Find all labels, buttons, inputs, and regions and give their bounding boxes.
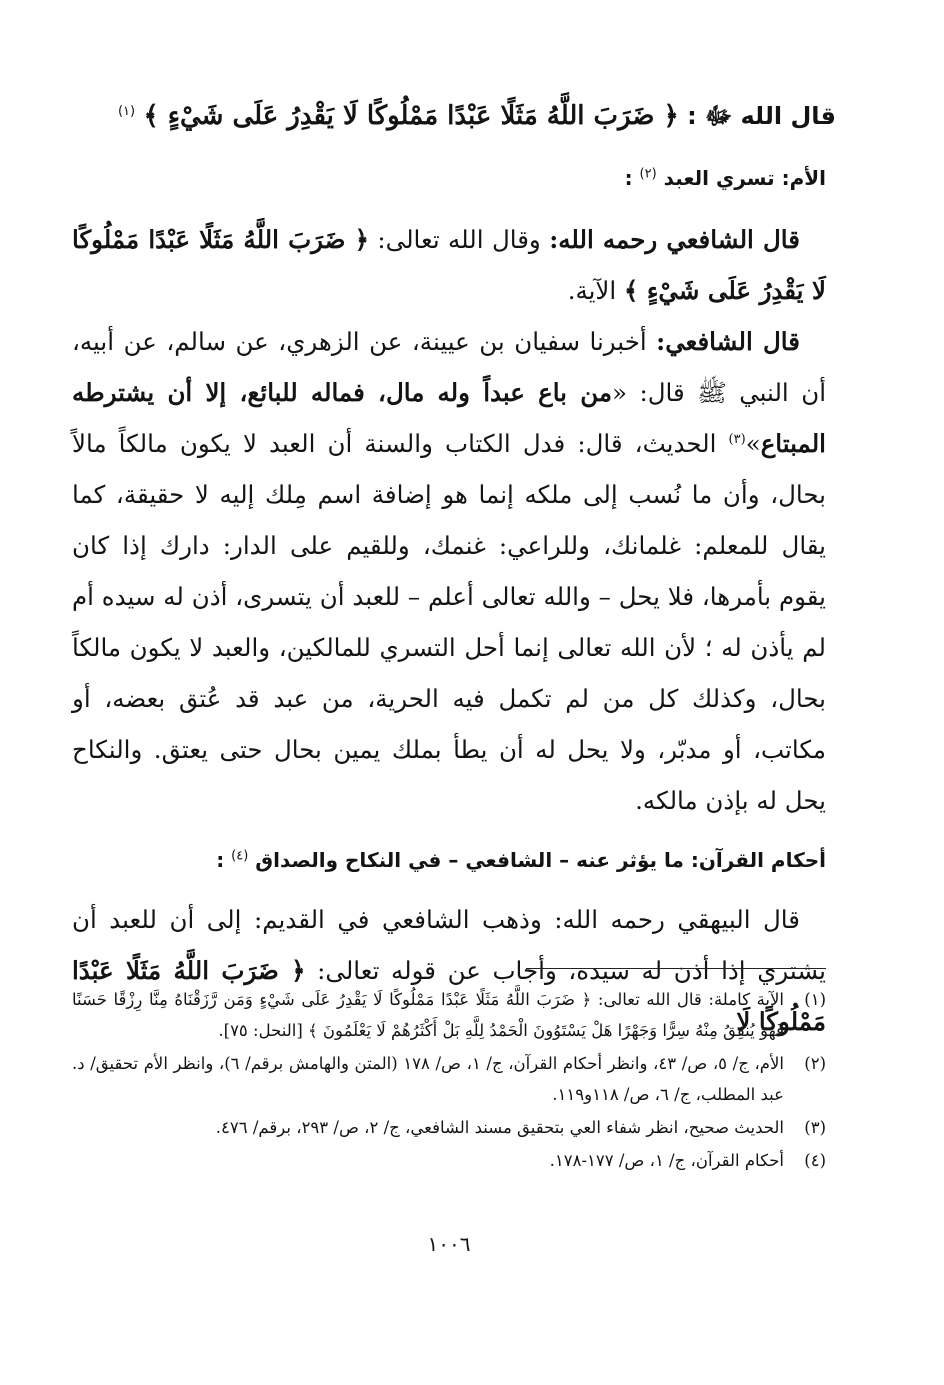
paragraph1-verse: ﴿ ضَرَبَ اللَّهُ مَثَلًا عَبْدًا مَمْلُوكًا لَا يَقْدِرُ عَلَى شَيْءٍ ﴾ <box>72 225 826 305</box>
footnote-number: (٢) <box>804 1054 826 1073</box>
footnote-number: (١) <box>804 990 826 1009</box>
footnote-divider <box>526 968 826 969</box>
footnote-ref-1: (١) <box>117 104 136 119</box>
footnote-item <box>72 984 826 1046</box>
paragraph1-lead: قال الشافعي رحمه الله: <box>549 225 800 254</box>
paragraph2-text2: » <box>745 429 761 458</box>
paragraph1-text-after: الآية. <box>567 276 617 305</box>
footnote-text: الآية كاملة: قال الله تعالى: ﴿ ضَرَبَ اللَّهُ مَثَلًا عَبْدًا مَمْلُوكًا لَا يَقْدِرُ عَلَى شَيْءٍ وَمَن رَّزَقْنَاهُ مِنَّا رِزْقًا حَسَنًا فَهُوَ يُنفِقُ مِنْهُ سِرًّا وَجَهْرًا هَلْ يَسْتَوُونَ الْحَمْدُ لِلَّهِ بَلْ أَكْثَرُهُمْ لَا يَعْلَمُونَ ﴾ [النحل: ٧٥]. <box>72 990 784 1040</box>
paragraph2-lead: قال الشافعي: <box>656 327 800 356</box>
section-title-ahkam: أحكام القرآن: ما يؤثر عنه – الشافعي – في النكاح والصداق <box>255 848 826 872</box>
paragraph3-verse: ﴿ ضَرَبَ اللَّهُ مَثَلًا عَبْدًا مَمْلُوكًا لَا <box>72 956 826 1036</box>
paragraph-shafii-hadith <box>72 316 826 826</box>
footnote-item <box>72 1145 826 1176</box>
section-heading-umm <box>72 162 826 200</box>
footnote-text: الحديث صحيح، انظر شفاء العي بتحقيق مسند الشافعي، ج/ ٢، ص/ ٢٩٣، برقم/ ٤٧٦. <box>215 1118 784 1137</box>
opening-verse-text: ﴿ ضَرَبَ اللَّهُ مَثَلًا عَبْدًا مَمْلُوكًا لَا يَقْدِرُ عَلَى شَيْءٍ ﴾ <box>143 101 679 131</box>
footnote-number: (٣) <box>804 1118 826 1137</box>
paragraph-shafii-verse <box>72 214 826 316</box>
paragraph3-text: قال البيهقي رحمه الله: وذهب الشافعي في القديم: إلى أن للعبد أن يشتري إذا أذن له سيده، وأجاب عن قوله تعالى: <box>72 905 826 985</box>
section-title-umm: الأم: تسري العبد <box>663 166 826 190</box>
footnotes <box>72 984 826 1178</box>
footnote-item <box>72 1048 826 1110</box>
paragraph1-text-before: وقال الله تعالى: <box>377 225 541 254</box>
paragraph2-text3: الحديث، قال: فدل الكتاب والسنة أن العبد لا يكون مالكاً مالاً بحال، وأن ما نُسب إلى ملكه إنما هو إضافة اسم مِلك إليه لا حقيقة، كما يقال للمعلم: غلمانك، وللراعي: غنمك، وللقيم على الدار: دارك إذا كان يقوم بأمرها، فلا يحل – والله تعالى أعلم – للعبد أن يتسرى، أذن له سيده أم لم يأذن له ؛ لأن الله تعالى إنما أحل التسري للمالكين، والعبد لا يكون مالكاً بحال، وكذلك كل من لم تكمل فيه الحرية، من عبد قد عُتق بعضه، أو مكاتب، أو مدبّر، ولا يحل له أن يطأ بملك يمين بحال حتى يعتق. والنكاح يحل له بإذن مالكه. <box>72 429 826 815</box>
footnote-text: أحكام القرآن، ج/ ١، ص/ ١٧٧-١٧٨. <box>549 1151 784 1170</box>
section-colon-umm: : <box>624 166 633 190</box>
section-colon-ahkam: : <box>216 848 225 872</box>
section-heading-ahkam <box>72 844 826 882</box>
page-number: ١٠٠٦ <box>427 1232 471 1256</box>
footnote-ref-3: (٣) <box>728 431 746 447</box>
footnote-ref-4: (٤) <box>231 848 249 864</box>
opening-verse-heading <box>72 96 836 140</box>
opening-verse-intro: قال الله ﷻ : <box>687 102 836 130</box>
footnote-ref-2: (٢) <box>639 166 657 182</box>
footnote-item <box>72 1112 826 1143</box>
footnote-text: الأم، ج/ ٥، ص/ ٤٣، وانظر أحكام القرآن، ج/ ١، ص/ ١٧٨ (المتن والهامش برقم/ ٦)، وانظر الأم تحقيق/ د. عبد المطلب، ج/ ٦، ص/ ١١٨و١١٩. <box>72 1054 784 1104</box>
paragraph2-text1: أخبرنا سفيان بن عيينة، عن الزهري، عن سالم، عن أبيه، أن النبي ﷺ قال: « <box>72 327 827 407</box>
footnote-number: (٤) <box>804 1151 826 1170</box>
paragraph2-hadith: من باع عبداً وله مال، فماله للبائع، إلا أن يشترطه المبتاع <box>72 378 826 458</box>
book-page <box>72 96 836 1385</box>
